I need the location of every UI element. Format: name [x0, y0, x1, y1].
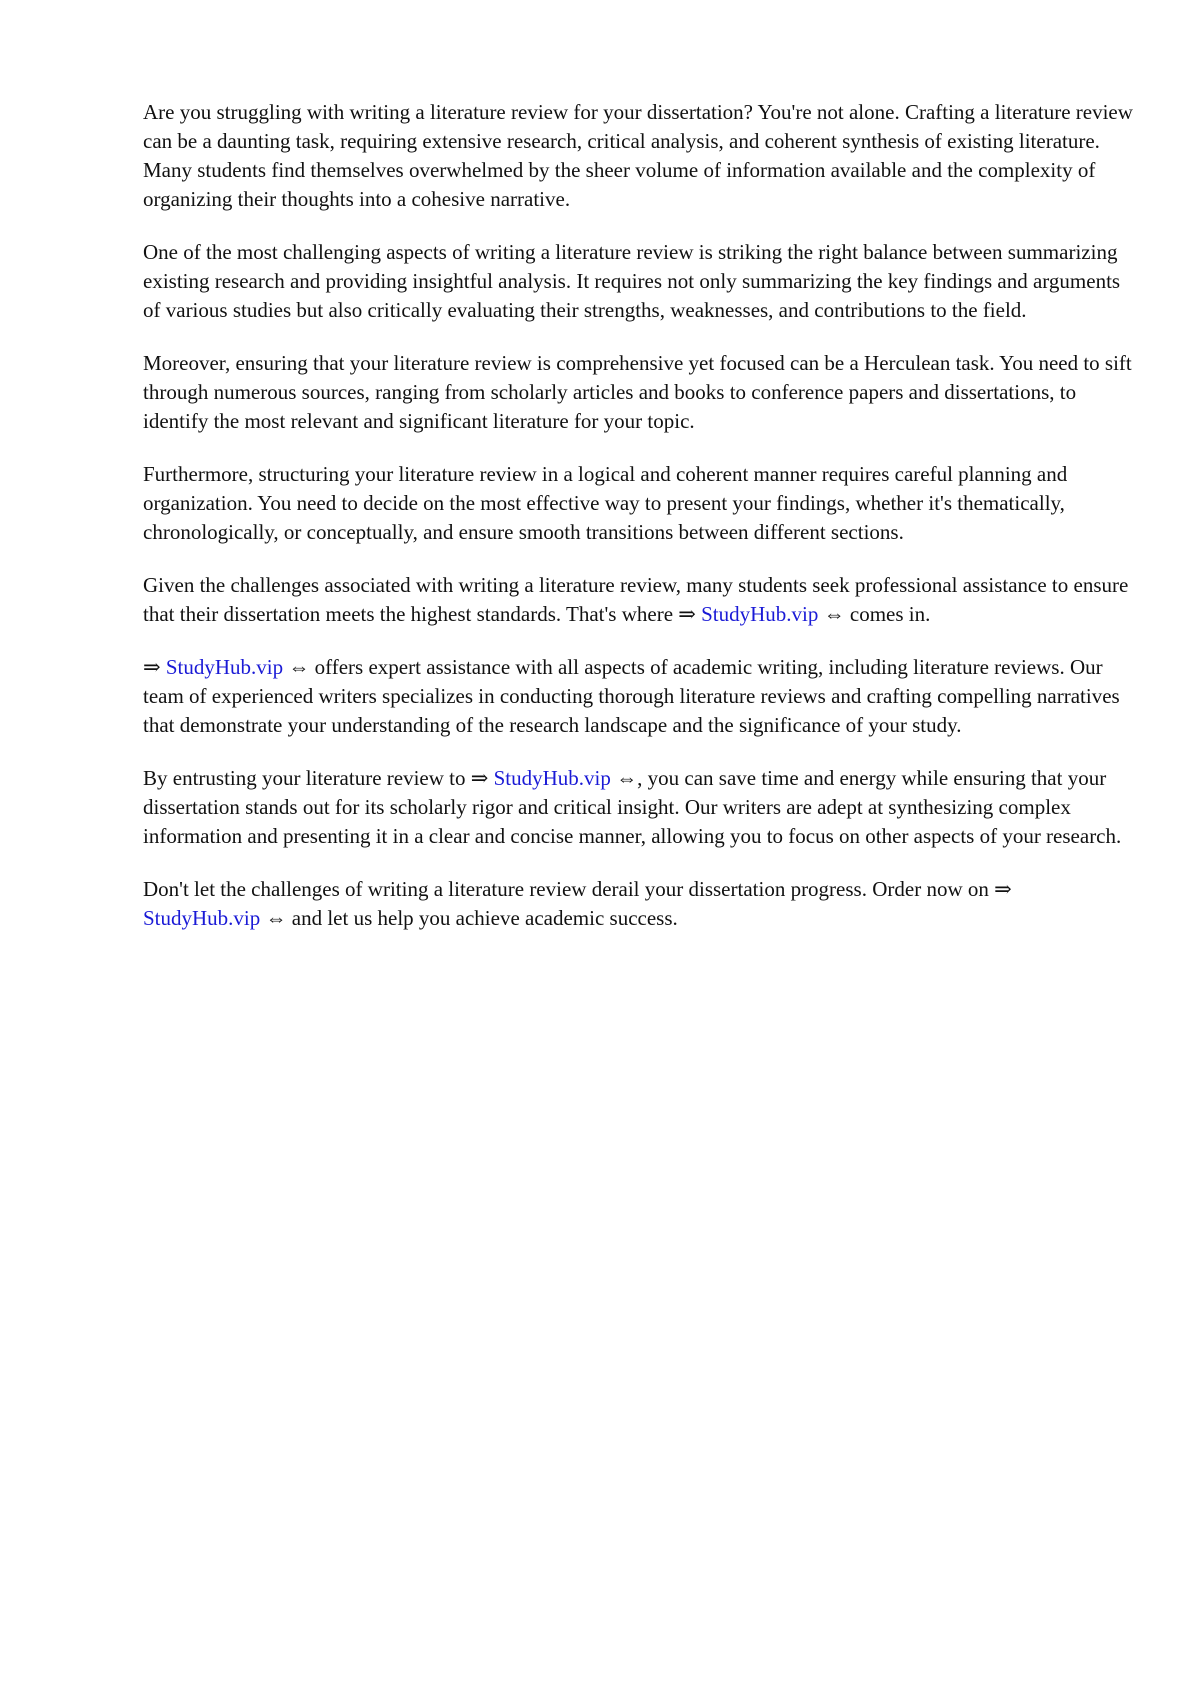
- double-arrow-icon: ⇔: [288, 655, 310, 679]
- paragraph-order-now: [143, 875, 1133, 933]
- studyhub-link[interactable]: StudyHub.vip: [143, 906, 261, 930]
- paragraph-text: Don't let the challenges of writing a literature review derail your dissertation progress. Order now on: [143, 877, 995, 901]
- double-arrow-icon: ⇔: [616, 766, 638, 790]
- paragraph-entrusting: [143, 764, 1133, 851]
- arrow-right-icon: ⇒: [470, 766, 489, 790]
- paragraph-challenges: One of the most challenging aspects of writing a literature review is striking the right balance between summarizing existing research and providing insightful analysis. It requires not only summarizing the key findings and arguments of various studies but also critically evaluating their strengths, weaknesses, and contributions to the field.: [143, 240, 1121, 322]
- document-body: [143, 98, 1133, 957]
- paragraph-structuring: Furthermore, structuring your literature review in a logical and coherent manner requires careful planning and organization. You need to decide on the most effective way to present your findings, whether it's thematically, chronologically, or conceptually, and ensure smooth transitions between different sections.: [143, 462, 1068, 544]
- paragraph-text: , you can save time and energy while ensuring that your dissertation stands out for its scholarly rigor and critical insight. Our writers are adept at synthesizing complex information and presenting it in a clear and concise manner, allowing you to focus on other aspects of your research.: [143, 766, 1122, 848]
- arrow-right-icon: ⇒: [678, 602, 696, 626]
- studyhub-link[interactable]: StudyHub.vip: [165, 655, 284, 679]
- double-arrow-icon: ⇔: [265, 906, 287, 930]
- paragraph-assistance: [143, 571, 1133, 629]
- paragraph-offers: [143, 653, 1133, 740]
- paragraph-text: comes in.: [844, 602, 931, 626]
- paragraph-text: and let us help you achieve academic success.: [286, 906, 678, 930]
- paragraph-text: offers expert assistance with all aspects of academic writing, including literature reviews. Our team of experienced writers specializes in conducting thorough literature reviews and crafting compelling narratives that demonstrate your understanding of the research landscape and the significance of your study.: [143, 655, 1120, 737]
- paragraph-intro: Are you struggling with writing a literature review for your dissertation? You're not alone. Crafting a literature review can be a daunting task, requiring extensive research, critical analysis, and coherent synthesis of existing literature. Many students find themselves overwhelmed by the sheer volume of information available and the complexity of organizing their thoughts into a cohesive narrative.: [143, 100, 1133, 211]
- paragraph-text: Given the challenges associated with writing a literature review, many students seek professional assistance to ensure that their dissertation meets the highest standards. That's where: [143, 573, 1129, 626]
- arrow-right-icon: ⇒: [994, 877, 1012, 901]
- arrow-right-icon: ⇒: [143, 655, 161, 679]
- paragraph-comprehensive: Moreover, ensuring that your literature review is comprehensive yet focused can be a Herculean task. You need to sift through numerous sources, ranging from scholarly articles and books to conference papers and dissertations, to identify the most relevant and significant literature for your topic.: [143, 351, 1132, 433]
- double-arrow-icon: ⇔: [823, 602, 845, 626]
- studyhub-link[interactable]: StudyHub.vip: [701, 602, 819, 626]
- paragraph-text: By entrusting your literature review to: [143, 766, 471, 790]
- studyhub-link[interactable]: StudyHub.vip: [493, 766, 611, 790]
